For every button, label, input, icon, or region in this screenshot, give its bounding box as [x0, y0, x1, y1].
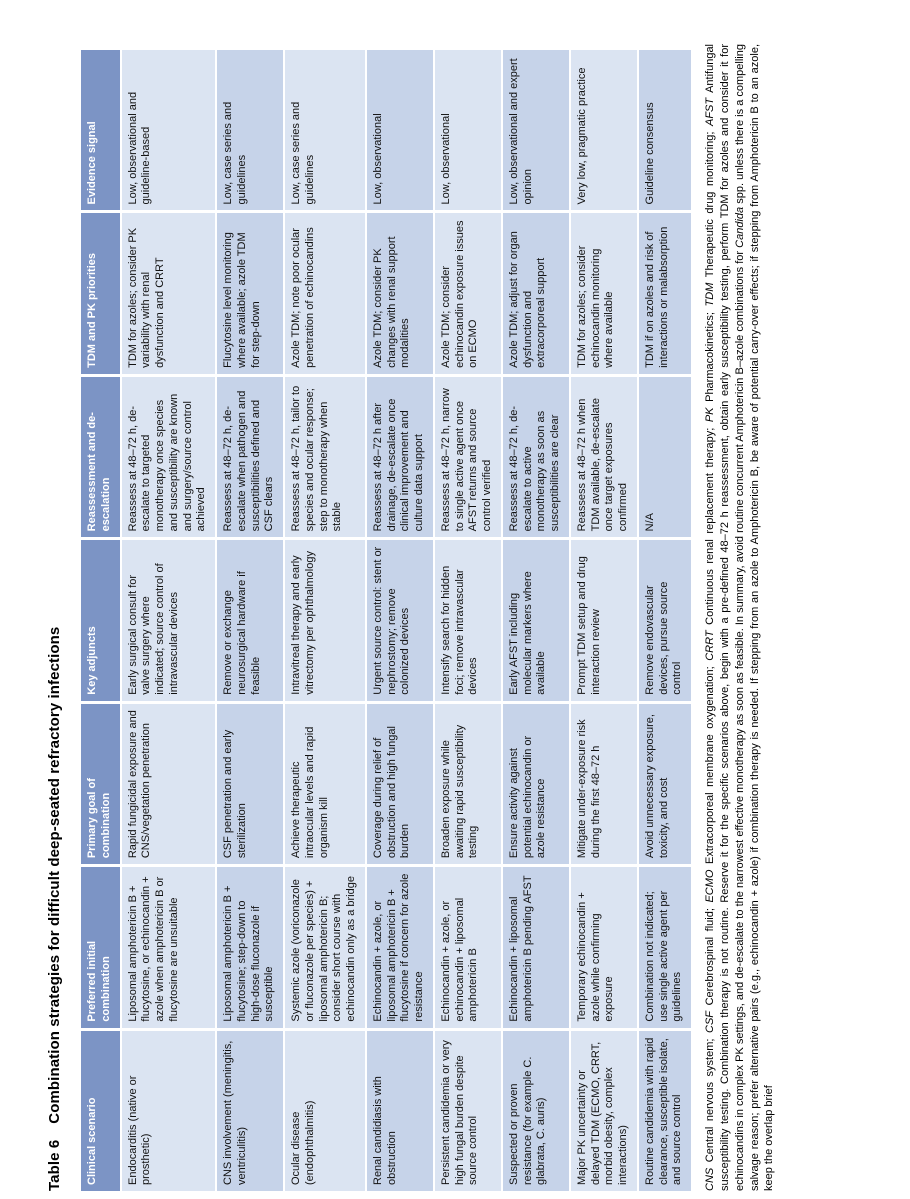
table-cell: Liposomal amphotericin B + flucytosine; step-down to high-dose fluconazole if susceptible: [217, 867, 283, 1027]
footnote-abbreviation: AFST: [704, 97, 716, 127]
table-cell: Reassess at 48–72 h when TDM available, de-escalate once target exposures confirmed: [571, 377, 637, 537]
footnote-text: Extracorporeal membrane oxygenation;: [704, 660, 716, 870]
table-cell: TDM if on azoles and risk of interactions or malabsorption: [639, 213, 691, 373]
footnote-abbreviation: CRRT: [704, 630, 716, 661]
footnote-text: Antifungal susceptibility testing. Combination therapy is not routine. Reserve it for the specific scenarios above, begin with a pre-defined 48–72 h reassessment, obtain early susceptibility testing, perform TDM for azoles and consider it for echinocandins in complex PK settings, and de-escalate to the narrowest effective monotherapy as soon as feasible. In summary, avoid routine concurrent Amphotericin B–azole combinations for: [704, 44, 746, 1191]
scenario-cell: CNS involvement (meningitis, ventriculitis): [217, 1031, 283, 1191]
column-header: Preferred initial combination: [81, 867, 120, 1027]
table-title: [46, 44, 63, 1191]
table-cell: Intensify search for hidden foci; remove intravascular devices: [435, 540, 501, 700]
table-cell: Flucytosine level monitoring where available; azole TDM for step-down: [217, 213, 283, 373]
column-header: Key adjuncts: [81, 540, 120, 700]
table-cell: Echinocandin + liposomal amphotericin B pending AFST: [503, 867, 569, 1027]
table-cell: Intravitreal therapy and early vitrectomy per ophthalmology: [285, 540, 365, 700]
table-cell: Reassess at 48–72 h, de-escalate when pathogen and susceptibilities defined and CSF clears: [217, 377, 283, 537]
table-cell: Low, observational and guideline-based: [122, 50, 216, 210]
table-cell: TDM for azoles; consider echinocandin monitoring where available: [571, 213, 637, 373]
table-cell: Reassess at 48–72 h, de-escalate to active monotherapy as soon as susceptibilities are clear: [503, 377, 569, 537]
scenario-cell: Endocarditis (native or prosthetic): [122, 1031, 216, 1191]
footnote-abbreviation: Candida: [733, 206, 746, 248]
table-row: [503, 50, 569, 1191]
table-cell: Guideline consensus: [639, 50, 691, 210]
table-cell: Azole TDM; note poor ocular penetration of echinocandins: [285, 213, 365, 373]
table-cell: TDM for azoles; consider PK variability with renal dysfunction and CRRT: [122, 213, 216, 373]
table-number: Table 6: [46, 1139, 63, 1191]
table-cell: Remove or exchange neurosurgical hardware if feasible: [217, 540, 283, 700]
column-header: Clinical scenario: [81, 1031, 120, 1191]
table-row: [435, 50, 501, 1191]
scenario-cell: Routine candidemia with rapid clearance, susceptible isolate, and source control: [639, 1031, 691, 1191]
footnote-text: Central nervous system;: [704, 1032, 716, 1168]
table-cell: Low, observational and expert opinion: [503, 50, 569, 210]
column-header: Evidence signal: [81, 50, 120, 210]
footnote-abbreviation: TDM: [704, 282, 716, 307]
footnote-abbreviation: CNS: [704, 1167, 716, 1191]
table-cell: Reassess at 48–72 h, de-escalate to targeted monotherapy once species and susceptibility are known and surgery/source control achieved: [122, 377, 216, 537]
table-cell: Liposomal amphotericin B + flucytosine, or echinocandin + azole when amphotericin B or flucytosine are unsuitable: [122, 867, 216, 1027]
scenario-cell: Ocular disease (endophthalmitis): [285, 1031, 365, 1191]
table-cell: Systemic azole (voriconazole or fluconazole per species) + liposomal amphotericin B; consider short course with echinocandin only as a bridge: [285, 867, 365, 1027]
footnote-abbreviation: CSF: [704, 1010, 716, 1033]
footnote-abbreviation: ECMO: [704, 869, 716, 903]
table-cell: Low, case series and guidelines: [217, 50, 283, 210]
footnote-abbreviation: PK: [704, 407, 716, 423]
footnote-text: Continuous renal replacement therapy;: [704, 422, 716, 631]
table-cell: Ensure activity against potential echinocandin or azole resistance: [503, 704, 569, 864]
header-row: [81, 50, 120, 1191]
footnote-text: Cerebrospinal fluid;: [704, 902, 716, 1011]
table-row: [285, 50, 365, 1191]
table-cell: Echinocandin + azole, or echinocandin + liposomal amphotericin B: [435, 867, 501, 1027]
table-cell: Achieve therapeutic intraocular levels and rapid organism kill: [285, 704, 365, 864]
table-cell: Reassess at 48–72 h, tailor to species and ocular response; step to monotherapy when stable: [285, 377, 365, 537]
table-cell: Reassess at 48–72 h after drainage, de-escalate once clinical improvement and culture data support: [367, 377, 433, 537]
table-cell: Early surgical consult for valve surgery where indicated; source control of intravascular devices: [122, 540, 216, 700]
footnote-text: spp. unless there is a compelling salvage reason; prefer alternative pairs (e.g., echinocandin + azole) if combination therapy is needed. If stepping from an azole to Amphotericin B, be aware of potential carry-over effects; if stepping from Amphotericin B to an azole, keep the overlap brief: [733, 44, 776, 1191]
table-cell: Azole TDM; adjust for organ dysfunction and extracorporeal support: [503, 213, 569, 373]
footnote-text: Pharmacokinetics;: [704, 306, 716, 408]
scenario-cell: Renal candidiasis with obstruction: [367, 1031, 433, 1191]
table-cell: Low, observational: [435, 50, 501, 210]
table-cell: Combination not indicated; use single active agent per guidelines: [639, 867, 691, 1027]
scenario-cell: Suspected or proven resistance (for example C. glabrata, C. auris): [503, 1031, 569, 1191]
table-cell: Low, observational: [367, 50, 433, 210]
table-cell: Reassess at 48–72 h, narrow to single active agent once AFST returns and source control verified: [435, 377, 501, 537]
column-header: Primary goal of combination: [81, 704, 120, 864]
combination-strategies-table: [79, 47, 693, 1194]
table-cell: Avoid unnecessary exposure, toxicity, and cost: [639, 704, 691, 864]
table-cell: Coverage during relief of obstruction and high fungal burden: [367, 704, 433, 864]
table-cell: Urgent source control: stent or nephrostomy; remove colonized devices: [367, 540, 433, 700]
table-cell: Azole TDM; consider echinocandin exposure issues on ECMO: [435, 213, 501, 373]
table-cell: Mitigate under-exposure risk during the first 48–72 h: [571, 704, 637, 864]
table-cell: Early AFST including molecular markers where available: [503, 540, 569, 700]
table-cell: CSF penetration and early sterilization: [217, 704, 283, 864]
column-header: Reassessment and de-escalation: [81, 377, 120, 537]
table-cell: Echinocandin + azole, or liposomal amphotericin B + flucytosine if concern for azole resistance: [367, 867, 433, 1027]
table-cell: Azole TDM; consider PK changes with renal support modalities: [367, 213, 433, 373]
table-cell: Temporary echinocandin + azole while confirming exposure: [571, 867, 637, 1027]
table-cell: Very low, pragmatic practice: [571, 50, 637, 210]
table-row: [571, 50, 637, 1191]
table-row: [217, 50, 283, 1191]
table-cell: Rapid fungicidal exposure and CNS/vegetation penetration: [122, 704, 216, 864]
column-header: TDM and PK priorities: [81, 213, 120, 373]
table-row: [639, 50, 691, 1191]
table-row: [122, 50, 216, 1191]
scenario-cell: Major PK uncertainty or delayed TDM (ECMO, CRRT, morbid obesity, complex interactions): [571, 1031, 637, 1191]
table-cell: Broaden exposure while awaiting rapid susceptibility testing: [435, 704, 501, 864]
table-row: [367, 50, 433, 1191]
scenario-cell: Persistent candidemia or very high fungal burden despite source control: [435, 1031, 501, 1191]
table-cell: Low, case series and guidelines: [285, 50, 365, 210]
table-footnote: [703, 44, 777, 1191]
table-cell: N/A: [639, 377, 691, 537]
table-cell: Prompt TDM setup and drug interaction review: [571, 540, 637, 700]
footnote-text: Therapeutic drug monitoring;: [704, 126, 716, 283]
table-caption: Combination strategies for difficult deep-seated refractory infections: [46, 626, 63, 1124]
table-body: [122, 50, 692, 1191]
table-cell: Remove endovascular devices, pursue source control: [639, 540, 691, 700]
